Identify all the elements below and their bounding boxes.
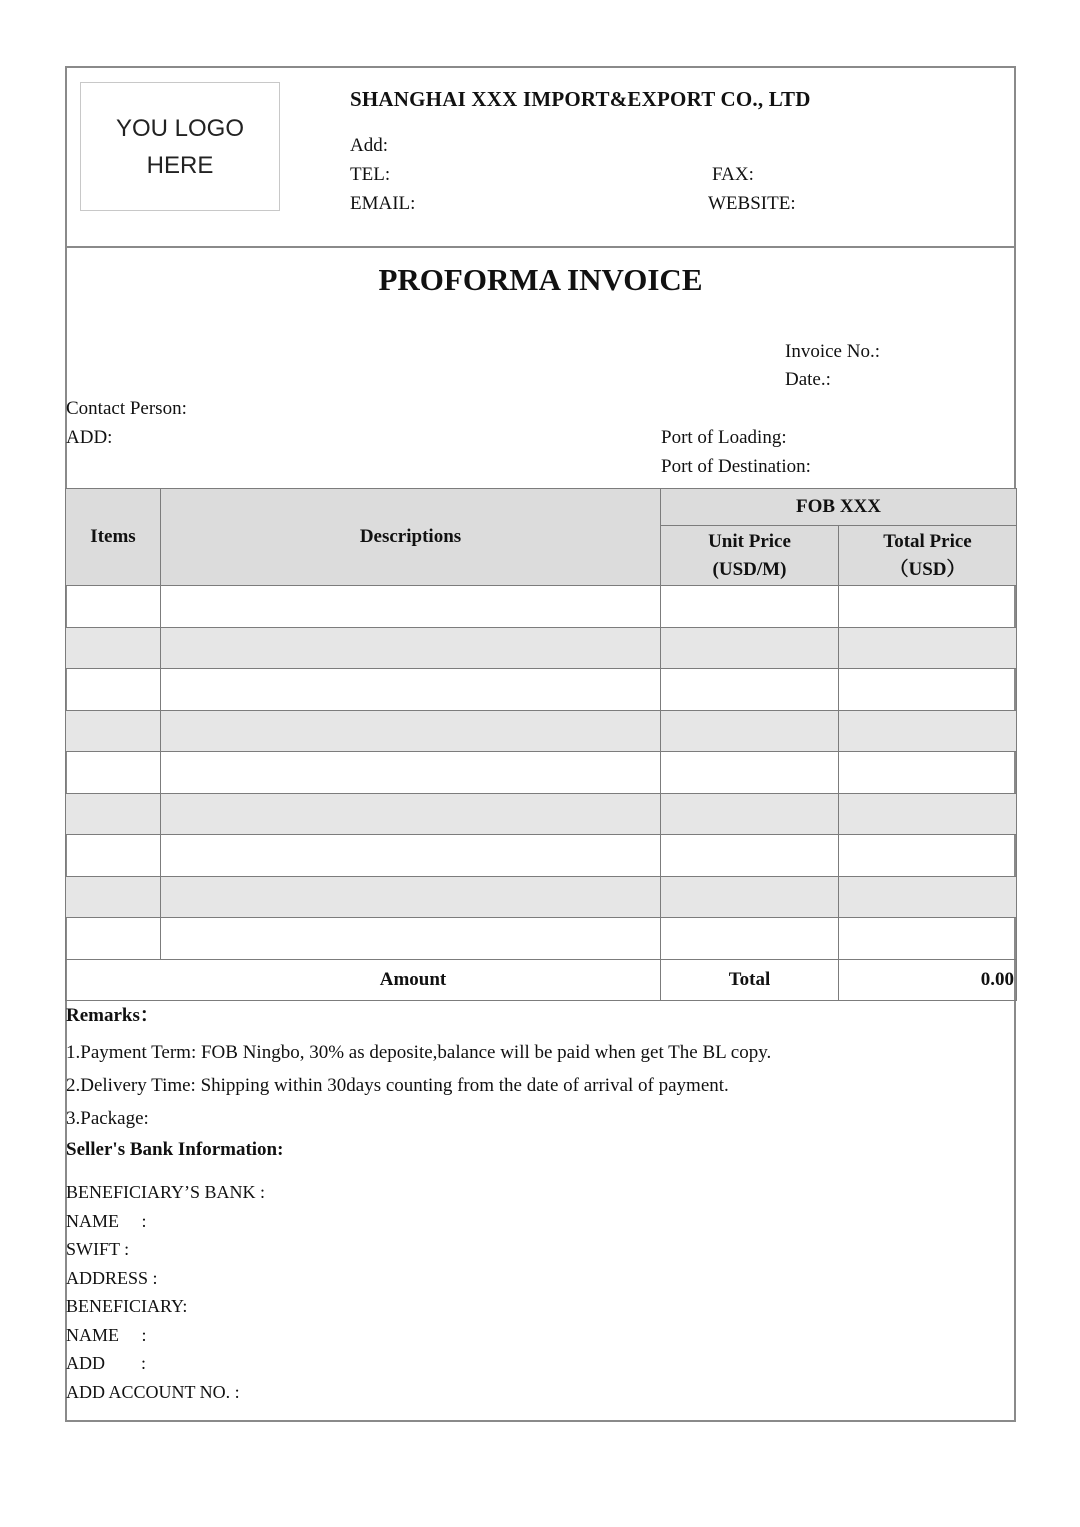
description-cell[interactable] bbox=[161, 918, 661, 960]
table-header-row bbox=[66, 489, 1017, 526]
port-of-destination-label: Port of Destination: bbox=[661, 456, 811, 477]
beneficiary-name-label: NAME : bbox=[66, 1324, 147, 1345]
date-label: Date.: bbox=[785, 369, 831, 390]
contact-person-label: Contact Person: bbox=[66, 398, 187, 419]
amount-label: Amount bbox=[66, 959, 661, 1000]
table-row bbox=[66, 793, 1017, 835]
swift-label: SWIFT : bbox=[66, 1239, 130, 1259]
description-cell[interactable] bbox=[161, 752, 661, 794]
invoice-no-label: Invoice No.: bbox=[785, 341, 880, 362]
item-cell[interactable] bbox=[66, 793, 161, 835]
table-row bbox=[66, 669, 1017, 711]
item-cell[interactable] bbox=[66, 876, 161, 918]
unit-price-cell[interactable] bbox=[661, 669, 839, 711]
bank-info-section bbox=[66, 1178, 265, 1406]
table-footer-row bbox=[66, 959, 1017, 1000]
unit-price-cell[interactable] bbox=[661, 627, 839, 669]
item-cell[interactable] bbox=[66, 586, 161, 628]
account-no-label: ADD ACCOUNT NO. : bbox=[66, 1381, 240, 1402]
table-row bbox=[66, 876, 1017, 918]
total-price-cell[interactable] bbox=[839, 835, 1017, 877]
item-cell[interactable] bbox=[66, 669, 161, 711]
total-value: 0.00 bbox=[839, 959, 1017, 1000]
total-price-cell[interactable] bbox=[839, 918, 1017, 960]
item-cell[interactable] bbox=[66, 710, 161, 752]
buyer-add-label: ADD: bbox=[66, 427, 113, 448]
unit-price-header bbox=[661, 526, 839, 586]
unit-price-cell[interactable] bbox=[661, 586, 839, 628]
total-price-header-line2: （USD） bbox=[889, 558, 966, 580]
total-price-cell[interactable] bbox=[839, 793, 1017, 835]
table-row bbox=[66, 752, 1017, 794]
beneficiary-add-label: ADD : bbox=[66, 1353, 146, 1373]
company-fax-label: FAX: bbox=[712, 164, 754, 185]
unit-price-header-line2: (USD/M) bbox=[712, 558, 787, 580]
bank-info-heading: Seller's Bank Information: bbox=[66, 1139, 284, 1160]
total-price-cell[interactable] bbox=[839, 669, 1017, 711]
items-table bbox=[65, 488, 1017, 1001]
descriptions-header: Descriptions bbox=[161, 489, 661, 586]
total-price-cell[interactable] bbox=[839, 752, 1017, 794]
table-row bbox=[66, 627, 1017, 669]
logo-placeholder: YOU LOGO HERE bbox=[80, 82, 280, 211]
address-label: ADDRESS : bbox=[66, 1267, 158, 1288]
company-tel-label: TEL: bbox=[350, 164, 391, 185]
total-price-cell[interactable] bbox=[839, 627, 1017, 669]
remark-package: 3.Package: bbox=[66, 1108, 149, 1129]
company-name: SHANGHAI XXX IMPORT&EXPORT CO., LTD bbox=[350, 87, 811, 111]
item-cell[interactable] bbox=[66, 918, 161, 960]
description-cell[interactable] bbox=[161, 586, 661, 628]
unit-price-cell[interactable] bbox=[661, 918, 839, 960]
remark-delivery-time: 2.Delivery Time: Shipping within 30days counting from the date of arrival of payment. bbox=[66, 1075, 729, 1096]
table-row bbox=[66, 586, 1017, 628]
unit-price-cell[interactable] bbox=[661, 710, 839, 752]
beneficiary-label: BENEFICIARY: bbox=[66, 1296, 188, 1316]
items-header: Items bbox=[66, 489, 161, 586]
unit-price-header-line1: Unit Price bbox=[708, 530, 791, 552]
unit-price-cell[interactable] bbox=[661, 876, 839, 918]
total-price-cell[interactable] bbox=[839, 586, 1017, 628]
total-price-cell[interactable] bbox=[839, 710, 1017, 752]
description-cell[interactable] bbox=[161, 627, 661, 669]
company-add-label: Add: bbox=[350, 135, 388, 156]
bank-name-label: NAME : bbox=[66, 1210, 147, 1231]
table-row bbox=[66, 918, 1017, 960]
table-row bbox=[66, 710, 1017, 752]
company-website-label: WEBSITE: bbox=[708, 193, 796, 214]
item-cell[interactable] bbox=[66, 752, 161, 794]
fob-header: FOB XXX bbox=[661, 489, 1017, 526]
beneficiary-bank-label: BENEFICIARY’S BANK : bbox=[66, 1182, 266, 1202]
unit-price-cell[interactable] bbox=[661, 793, 839, 835]
description-cell[interactable] bbox=[161, 669, 661, 711]
item-cell[interactable] bbox=[66, 627, 161, 669]
total-price-cell[interactable] bbox=[839, 876, 1017, 918]
remarks-heading: Remarks： bbox=[66, 1005, 159, 1026]
item-cell[interactable] bbox=[66, 835, 161, 877]
port-of-loading-label: Port of Loading: bbox=[661, 427, 787, 448]
total-label: Total bbox=[661, 959, 839, 1000]
description-cell[interactable] bbox=[161, 876, 661, 918]
total-price-header bbox=[839, 526, 1017, 586]
header-divider bbox=[65, 246, 1016, 248]
description-cell[interactable] bbox=[161, 835, 661, 877]
unit-price-cell[interactable] bbox=[661, 835, 839, 877]
company-email-label: EMAIL: bbox=[350, 193, 416, 214]
description-cell[interactable] bbox=[161, 710, 661, 752]
table-row bbox=[66, 835, 1017, 877]
document-title: PROFORMA INVOICE bbox=[378, 262, 703, 297]
total-price-header-line1: Total Price bbox=[883, 530, 972, 552]
unit-price-cell[interactable] bbox=[661, 752, 839, 794]
remark-payment-term: 1.Payment Term: FOB Ningbo, 30% as deposite,balance will be paid when get The BL copy. bbox=[66, 1042, 772, 1063]
remarks-section bbox=[66, 1004, 771, 1165]
description-cell[interactable] bbox=[161, 793, 661, 835]
